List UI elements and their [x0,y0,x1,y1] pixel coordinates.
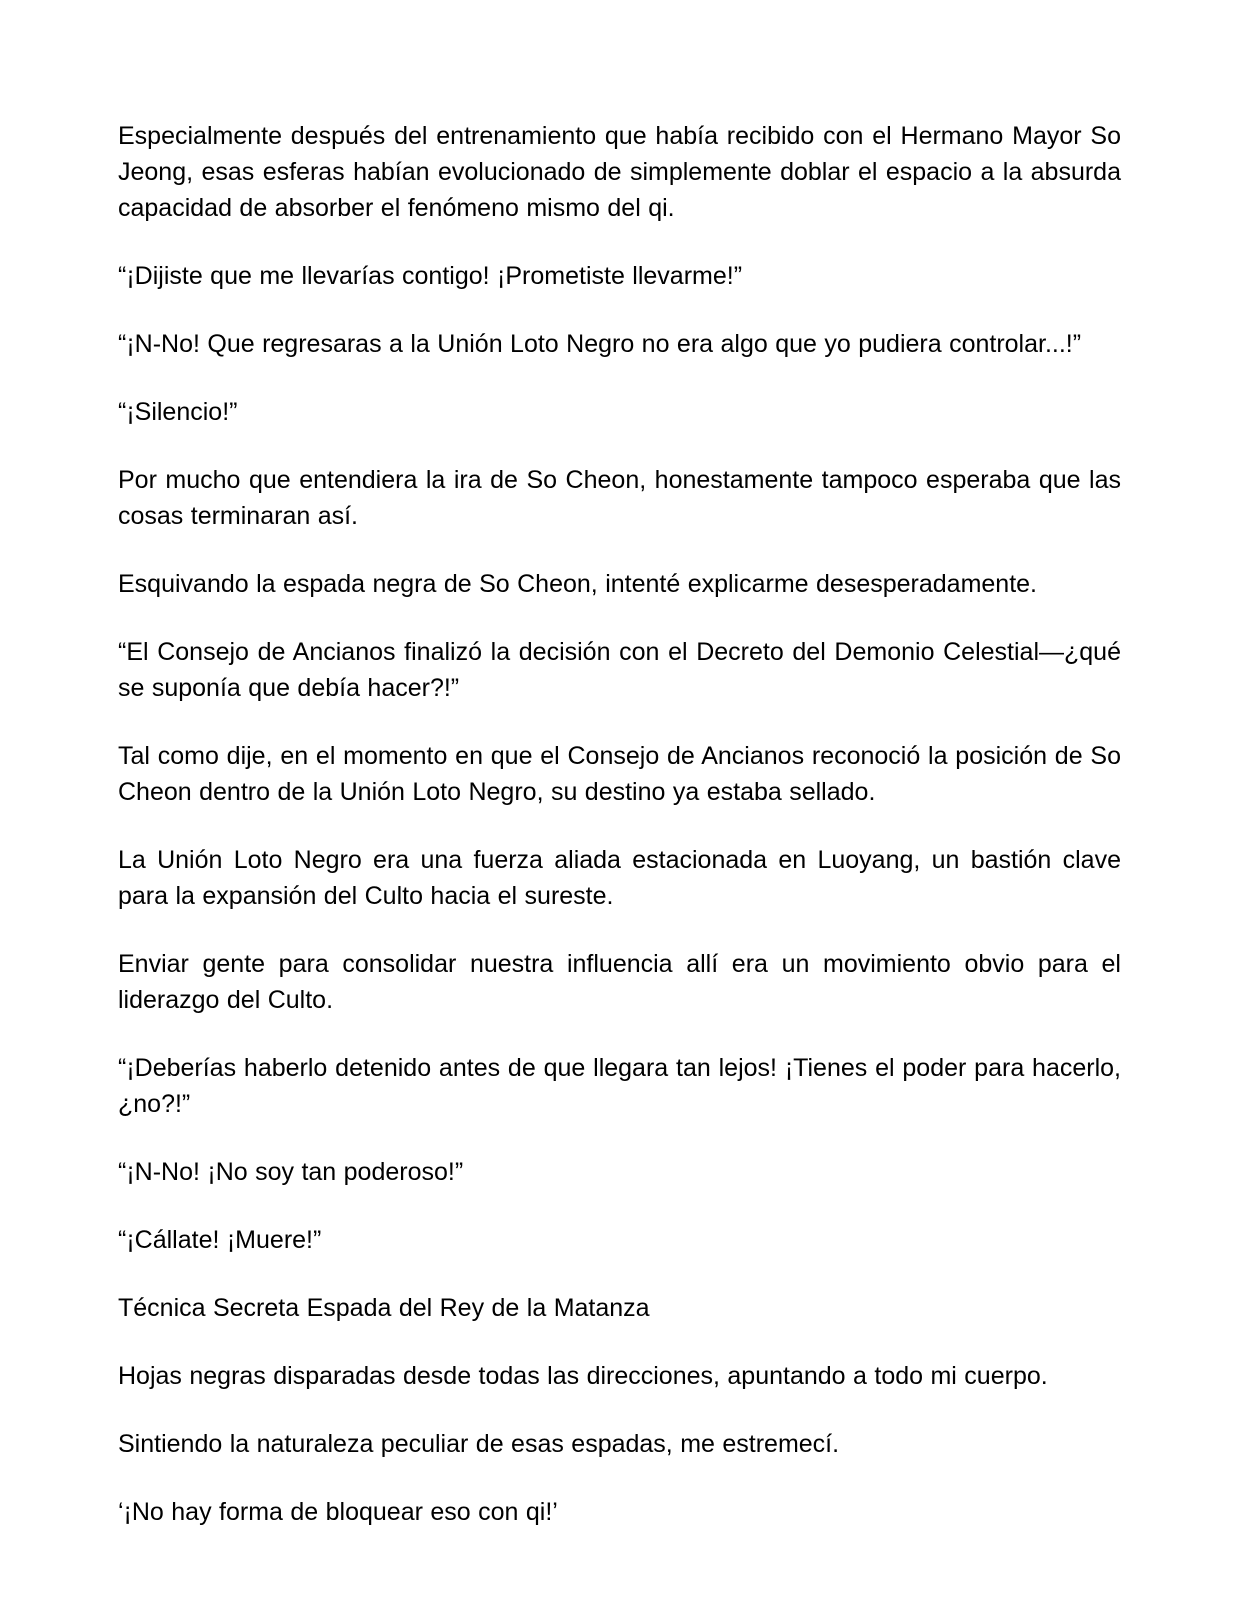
paragraph: “¡Dijiste que me llevarías contigo! ¡Prometiste llevarme!” [118,262,743,290]
paragraph: “El Consejo de Ancianos finalizó la decisión con el Decreto del Demonio Celestial—¿qué se suponía que debía hacer?!” [118,638,1121,702]
paragraph: ‘¡No hay forma de bloquear eso con qi!’ [118,1498,558,1526]
paragraph: Tal como dije, en el momento en que el Consejo de Ancianos reconoció la posición de So Cheon dentro de la Unión Loto Negro, su destino ya estaba sellado. [118,742,1121,806]
section-heading: Técnica Secreta Espada del Rey de la Matanza [118,1294,650,1322]
paragraph: “¡Deberías haberlo detenido antes de que llegara tan lejos! ¡Tienes el poder para hacerlo, ¿no?!” [118,1054,1121,1118]
paragraph: Sintiendo la naturaleza peculiar de esas espadas, me estremecí. [118,1430,840,1458]
paragraph: “¡N-No! ¡No soy tan poderoso!” [118,1158,464,1186]
document-body [118,118,1121,1530]
paragraph: Esquivando la espada negra de So Cheon, intenté explicarme desesperadamente. [118,570,1038,598]
paragraph: Enviar gente para consolidar nuestra influencia allí era un movimiento obvio para el liderazgo del Culto. [118,950,1121,1014]
paragraph: La Unión Loto Negro era una fuerza aliada estacionada en Luoyang, un bastión clave para la expansión del Culto hacia el sureste. [118,846,1121,910]
paragraph: Por mucho que entendiera la ira de So Cheon, honestamente tampoco esperaba que las cosas terminaran así. [118,466,1121,530]
paragraph: Especialmente después del entrenamiento que había recibido con el Hermano Mayor So Jeong, esas esferas habían evolucionado de simplemente doblar el espacio a la absurda capacidad de absorber el fenómeno mismo del qi. [118,122,1121,222]
paragraph: “¡Cállate! ¡Muere!” [118,1226,322,1254]
paragraph: “¡N-No! Que regresaras a la Unión Loto Negro no era algo que yo pudiera controlar...!” [118,330,1082,358]
paragraph: “¡Silencio!” [118,398,238,426]
paragraph: Hojas negras disparadas desde todas las direcciones, apuntando a todo mi cuerpo. [118,1362,1048,1390]
